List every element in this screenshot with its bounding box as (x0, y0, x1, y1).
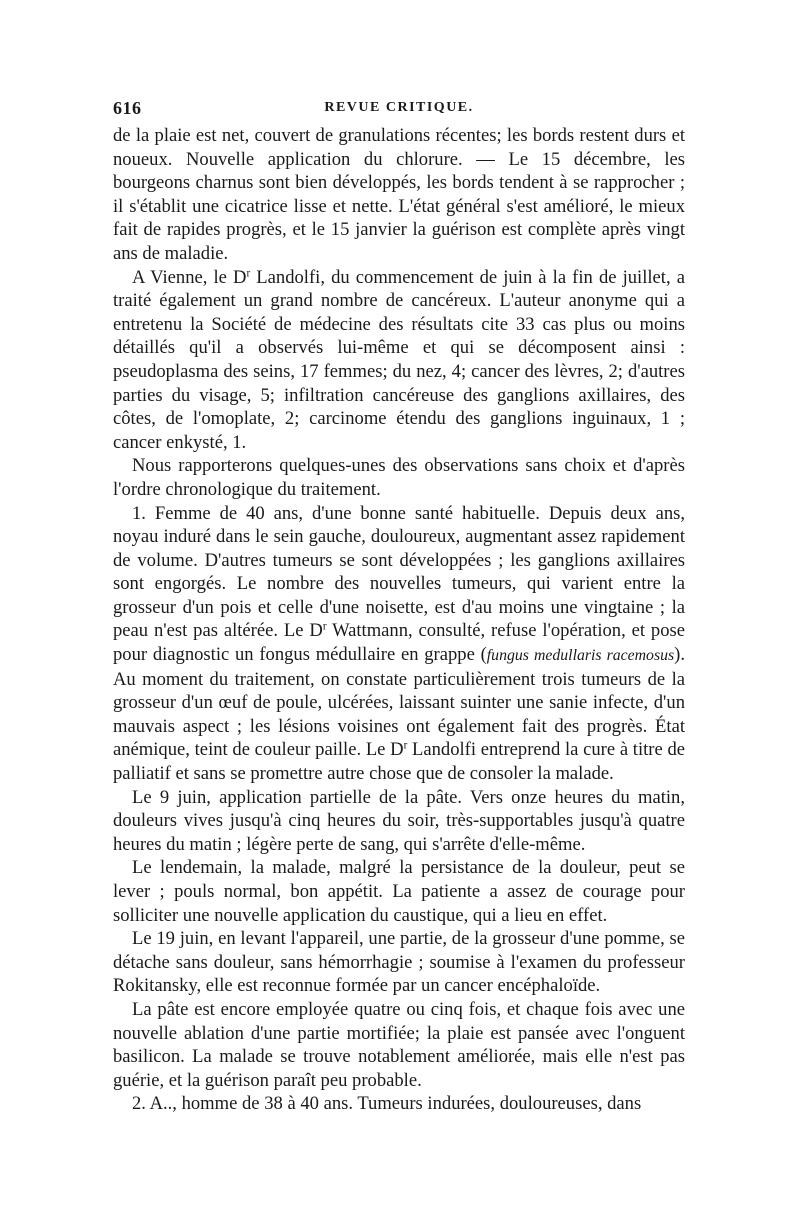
page-number: 616 (113, 98, 142, 118)
body-text (113, 124, 685, 1116)
paragraph-case-2: 2. A.., homme de 38 à 40 ans. Tumeurs indurées, douloureuses, dans (132, 1093, 642, 1115)
paragraph-paste-continued: La pâte est encore employée quatre ou cinq fois, et chaque fois avec une nouvelle ablation d'une partie mortifiée; la plaie est pansée avec l'onguent basilicon. La malade se trouve notablement améliorée, mais elle n'est pas guérie, et la guérison paraît peu probable. (113, 998, 685, 1091)
paragraph-continuation: de la plaie est net, couvert de granulations récentes; les bords restent durs et noueux. Nouvelle application du chlorure. — Le 15 décembre, les bourgeons charnus sont bien développés, les bords tendent à se rapprocher ; il s'établit une cicatrice lisse et nette. L'état général s'est amélioré, le mieux fait de rapides progrès, et le 15 janvier la guérison est complète après vingt ans de maladie. (113, 125, 685, 264)
paragraph-vienne: A Vienne, le $D^r$ Landolfi, du commencement de juin à la fin de juillet, a traité également un grand nombre de cancéreux. L'auteur anonyme qui a entretenu la Société de médecine des résultats cite 33 cas plus ou moins détaillés qu'il a observés lui-même et qui se décomposent ainsi : pseudoplasma des seins, 17 femmes; du nez, 4; cancer des lèvres, 2; d'autres parties du visage, 5; infiltration cancéreuse des ganglions axillaires, des côtes, de l'omoplate, 2; carcinome étendu des ganglions inguinaux, 1 ; cancer enkysté, 1. (113, 266, 685, 453)
page-header (113, 98, 685, 124)
book-page (113, 98, 685, 1116)
paragraph-june-19: Le 19 juin, en levant l'appareil, une partie, de la grosseur d'une pomme, se détache sans douleur, sans hémorrhagie ; soumise à l'examen du professeur Rokitansky, elle est reconnue formée par un cancer encéphaloïde. (113, 928, 685, 997)
running-head: REVUE CRITIQUE. (324, 100, 474, 115)
paragraph-next-day: Le lendemain, la malade, malgré la persistance de la douleur, peut se lever ; pouls normal, bon appétit. La patiente a assez de courage pour solliciter une nouvelle application du caustique, qui a lieu en effet. (113, 857, 685, 926)
paragraph-case-1: 1. Femme de 40 ans, d'une bonne santé habituelle. Depuis deux ans, noyau induré dans le sein gauche, douloureux, augmentant assez rapidement de volume. D'autres tumeurs se sont développées ; les ganglions axillaires sont engorgés. Le nombre des nouvelles tumeurs, qui varient entre la grosseur d'un pois et celle d'une noisette, est d'au moins une vingtaine ; la peau n'est pas altérée. Le $D^r$ Wattmann, consulté, refuse l'opération, et pose pour diagnostic un fongus médullaire en grappe (fungus medullaris racemosus). Au moment du traitement, on constate particulièrement trois tumeurs de la grosseur d'un œuf de poule, ulcérées, laissant suinter une sanie infecte, d'un mauvais aspect ; les lésions voisines ont également fait des progrès. État anémique, teint de couleur paille. Le $D^r$ Landolfi entreprend la cure à titre de palliatif et sans se promettre autre chose que de consoler la malade. (113, 502, 686, 785)
latin-term: fungus medullaris racemosus (486, 647, 675, 665)
paragraph-observations-intro: Nous rapporterons quelques-unes des observations sans choix et d'après l'ordre chronologique du traitement. (113, 455, 685, 500)
paragraph-june-9: Le 9 juin, application partielle de la pâte. Vers onze heures du matin, douleurs vives jusqu'à cinq heures du soir, très-supportables jusqu'à quatre heures du matin ; légère perte de sang, qui s'arrête d'elle-même. (113, 786, 685, 855)
